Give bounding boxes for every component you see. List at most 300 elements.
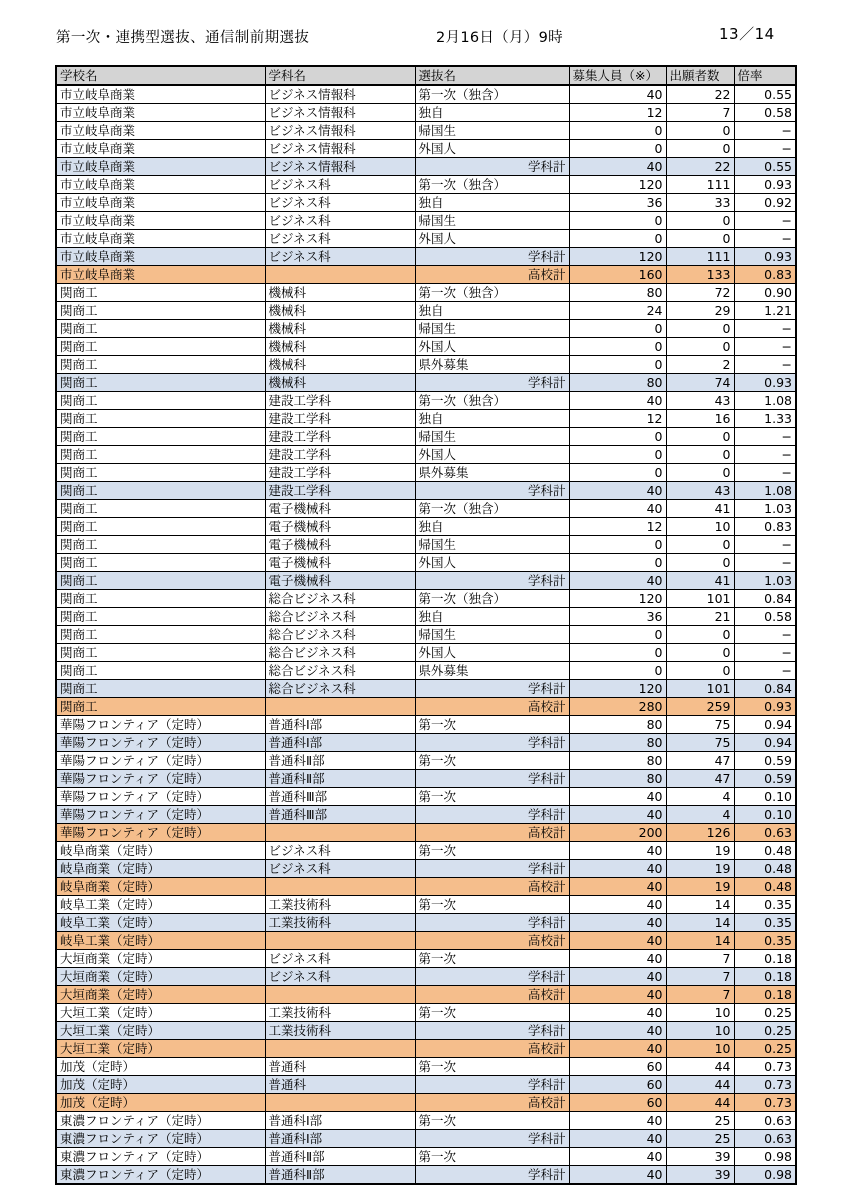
table-row bbox=[56, 644, 796, 662]
cell-applicants: 0 bbox=[666, 644, 734, 662]
table-row bbox=[56, 464, 796, 482]
table-row bbox=[56, 914, 796, 932]
cell-applicants: 47 bbox=[666, 752, 734, 770]
table-row bbox=[56, 140, 796, 158]
cell-applicants: 4 bbox=[666, 806, 734, 824]
cell-selection: 第一次 bbox=[415, 1112, 569, 1130]
cell-applicants: 19 bbox=[666, 878, 734, 896]
cell-applicants: 10 bbox=[666, 1040, 734, 1058]
cell-quota: 36 bbox=[569, 194, 666, 212]
cell-selection: 帰国生 bbox=[415, 320, 569, 338]
table-row bbox=[56, 356, 796, 374]
table-row bbox=[56, 1058, 796, 1076]
cell-school: 関商工 bbox=[56, 392, 265, 410]
cell-department: 建設工学科 bbox=[265, 482, 415, 500]
cell-ratio: − bbox=[734, 626, 796, 644]
cell-department: 総合ビジネス科 bbox=[265, 590, 415, 608]
cell-school: 関商工 bbox=[56, 374, 265, 392]
cell-department: ビジネス科 bbox=[265, 230, 415, 248]
page-number: 13／14 bbox=[719, 25, 775, 43]
cell-selection: 帰国生 bbox=[415, 428, 569, 446]
table-row bbox=[56, 878, 796, 896]
cell-ratio: 0.25 bbox=[734, 1004, 796, 1022]
table-row bbox=[56, 788, 796, 806]
cell-school: 東濃フロンティア（定時） bbox=[56, 1130, 265, 1148]
table-row bbox=[56, 752, 796, 770]
cell-quota: 80 bbox=[569, 770, 666, 788]
cell-applicants: 0 bbox=[666, 428, 734, 446]
cell-department bbox=[265, 1040, 415, 1058]
cell-department: 建設工学科 bbox=[265, 392, 415, 410]
cell-selection: 帰国生 bbox=[415, 626, 569, 644]
cell-applicants: 133 bbox=[666, 266, 734, 284]
cell-school: 関商工 bbox=[56, 500, 265, 518]
cell-selection: 学科計 bbox=[415, 1076, 569, 1094]
cell-quota: 0 bbox=[569, 644, 666, 662]
table-row bbox=[56, 158, 796, 176]
cell-applicants: 19 bbox=[666, 842, 734, 860]
cell-quota: 40 bbox=[569, 842, 666, 860]
cell-ratio: − bbox=[734, 212, 796, 230]
table-row bbox=[56, 806, 796, 824]
cell-selection: 学科計 bbox=[415, 572, 569, 590]
cell-school: 華陽フロンティア（定時） bbox=[56, 788, 265, 806]
cell-selection: 外国人 bbox=[415, 644, 569, 662]
cell-applicants: 39 bbox=[666, 1148, 734, 1166]
cell-department: ビジネス情報科 bbox=[265, 85, 415, 104]
table-row bbox=[56, 194, 796, 212]
cell-quota: 40 bbox=[569, 572, 666, 590]
cell-applicants: 2 bbox=[666, 356, 734, 374]
cell-quota: 40 bbox=[569, 914, 666, 932]
cell-department: 普通科Ⅲ部 bbox=[265, 806, 415, 824]
cell-quota: 24 bbox=[569, 302, 666, 320]
cell-applicants: 0 bbox=[666, 446, 734, 464]
cell-ratio: 0.94 bbox=[734, 734, 796, 752]
cell-selection: 学科計 bbox=[415, 482, 569, 500]
cell-quota: 60 bbox=[569, 1076, 666, 1094]
cell-selection: 学科計 bbox=[415, 1130, 569, 1148]
cell-applicants: 33 bbox=[666, 194, 734, 212]
cell-ratio: 0.18 bbox=[734, 986, 796, 1004]
cell-applicants: 14 bbox=[666, 896, 734, 914]
cell-selection: 県外募集 bbox=[415, 662, 569, 680]
cell-department bbox=[265, 932, 415, 950]
cell-selection: 高校計 bbox=[415, 824, 569, 842]
applications-table-container bbox=[55, 65, 795, 1185]
cell-applicants: 43 bbox=[666, 392, 734, 410]
cell-applicants: 7 bbox=[666, 986, 734, 1004]
table-row bbox=[56, 824, 796, 842]
cell-selection: 学科計 bbox=[415, 770, 569, 788]
cell-department: 普通科Ⅱ部 bbox=[265, 770, 415, 788]
table-row bbox=[56, 248, 796, 266]
cell-department: 総合ビジネス科 bbox=[265, 662, 415, 680]
cell-department: 普通科 bbox=[265, 1058, 415, 1076]
cell-selection: 学科計 bbox=[415, 1166, 569, 1185]
cell-school: 岐阜商業（定時） bbox=[56, 842, 265, 860]
cell-selection: 外国人 bbox=[415, 554, 569, 572]
cell-selection: 外国人 bbox=[415, 338, 569, 356]
cell-quota: 40 bbox=[569, 1040, 666, 1058]
cell-department: 機械科 bbox=[265, 302, 415, 320]
cell-ratio: − bbox=[734, 446, 796, 464]
cell-school: 関商工 bbox=[56, 536, 265, 554]
cell-applicants: 22 bbox=[666, 158, 734, 176]
cell-quota: 0 bbox=[569, 554, 666, 572]
table-row bbox=[56, 608, 796, 626]
cell-quota: 0 bbox=[569, 212, 666, 230]
table-row bbox=[56, 122, 796, 140]
cell-quota: 40 bbox=[569, 1004, 666, 1022]
cell-ratio: − bbox=[734, 338, 796, 356]
cell-school: 華陽フロンティア（定時） bbox=[56, 752, 265, 770]
cell-quota: 200 bbox=[569, 824, 666, 842]
cell-school: 関商工 bbox=[56, 698, 265, 716]
cell-ratio: 0.58 bbox=[734, 608, 796, 626]
cell-ratio: − bbox=[734, 140, 796, 158]
cell-applicants: 111 bbox=[666, 176, 734, 194]
cell-selection: 高校計 bbox=[415, 932, 569, 950]
table-row bbox=[56, 698, 796, 716]
cell-department: 機械科 bbox=[265, 284, 415, 302]
cell-ratio: 1.03 bbox=[734, 500, 796, 518]
table-row bbox=[56, 950, 796, 968]
cell-selection: 学科計 bbox=[415, 914, 569, 932]
cell-school: 大垣工業（定時） bbox=[56, 1022, 265, 1040]
table-row bbox=[56, 230, 796, 248]
cell-department bbox=[265, 986, 415, 1004]
cell-school: 関商工 bbox=[56, 572, 265, 590]
cell-school: 加茂（定時） bbox=[56, 1094, 265, 1112]
table-row bbox=[56, 626, 796, 644]
cell-ratio: 0.63 bbox=[734, 1112, 796, 1130]
cell-department: 電子機械科 bbox=[265, 536, 415, 554]
cell-school: 大垣商業（定時） bbox=[56, 986, 265, 1004]
cell-department: 電子機械科 bbox=[265, 572, 415, 590]
cell-applicants: 101 bbox=[666, 680, 734, 698]
cell-quota: 0 bbox=[569, 446, 666, 464]
cell-applicants: 0 bbox=[666, 320, 734, 338]
table-row bbox=[56, 500, 796, 518]
cell-school: 華陽フロンティア（定時） bbox=[56, 716, 265, 734]
cell-ratio: 1.21 bbox=[734, 302, 796, 320]
cell-ratio: 0.58 bbox=[734, 104, 796, 122]
cell-department bbox=[265, 878, 415, 896]
cell-quota: 40 bbox=[569, 878, 666, 896]
cell-quota: 40 bbox=[569, 500, 666, 518]
cell-department: ビジネス科 bbox=[265, 968, 415, 986]
cell-school: 市立岐阜商業 bbox=[56, 194, 265, 212]
cell-selection: 学科計 bbox=[415, 806, 569, 824]
cell-ratio: 0.92 bbox=[734, 194, 796, 212]
cell-ratio: 0.59 bbox=[734, 770, 796, 788]
column-header-ratio: 倍率 bbox=[734, 66, 796, 85]
table-row bbox=[56, 860, 796, 878]
cell-school: 市立岐阜商業 bbox=[56, 230, 265, 248]
cell-school: 加茂（定時） bbox=[56, 1058, 265, 1076]
cell-selection: 第一次 bbox=[415, 1148, 569, 1166]
cell-selection: 学科計 bbox=[415, 158, 569, 176]
table-row bbox=[56, 680, 796, 698]
table-row bbox=[56, 374, 796, 392]
cell-ratio: 0.90 bbox=[734, 284, 796, 302]
cell-quota: 160 bbox=[569, 266, 666, 284]
cell-selection: 県外募集 bbox=[415, 464, 569, 482]
cell-quota: 36 bbox=[569, 608, 666, 626]
table-row bbox=[56, 986, 796, 1004]
cell-school: 関商工 bbox=[56, 428, 265, 446]
cell-department: 総合ビジネス科 bbox=[265, 680, 415, 698]
column-header-quota: 募集人員（※） bbox=[569, 66, 666, 85]
cell-department: 普通科Ⅰ部 bbox=[265, 716, 415, 734]
cell-selection: 学科計 bbox=[415, 374, 569, 392]
cell-department: 建設工学科 bbox=[265, 446, 415, 464]
cell-school: 関商工 bbox=[56, 302, 265, 320]
cell-ratio: 0.35 bbox=[734, 896, 796, 914]
table-row bbox=[56, 428, 796, 446]
cell-ratio: 0.98 bbox=[734, 1148, 796, 1166]
cell-applicants: 39 bbox=[666, 1166, 734, 1185]
cell-selection: 県外募集 bbox=[415, 356, 569, 374]
cell-ratio: 1.08 bbox=[734, 392, 796, 410]
cell-applicants: 0 bbox=[666, 122, 734, 140]
cell-department: ビジネス科 bbox=[265, 950, 415, 968]
cell-department: 機械科 bbox=[265, 338, 415, 356]
cell-applicants: 44 bbox=[666, 1076, 734, 1094]
cell-quota: 80 bbox=[569, 716, 666, 734]
cell-department bbox=[265, 824, 415, 842]
cell-department: ビジネス情報科 bbox=[265, 104, 415, 122]
cell-school: 東濃フロンティア（定時） bbox=[56, 1166, 265, 1185]
cell-applicants: 16 bbox=[666, 410, 734, 428]
cell-department: 普通科Ⅰ部 bbox=[265, 1130, 415, 1148]
cell-school: 関商工 bbox=[56, 554, 265, 572]
cell-selection: 第一次（独含） bbox=[415, 284, 569, 302]
cell-school: 市立岐阜商業 bbox=[56, 122, 265, 140]
cell-selection: 学科計 bbox=[415, 1022, 569, 1040]
table-row bbox=[56, 1148, 796, 1166]
cell-department: 工業技術科 bbox=[265, 914, 415, 932]
table-body bbox=[56, 85, 796, 1184]
cell-selection: 第一次（独含） bbox=[415, 500, 569, 518]
cell-selection: 独自 bbox=[415, 410, 569, 428]
cell-selection: 学科計 bbox=[415, 680, 569, 698]
cell-ratio: 1.08 bbox=[734, 482, 796, 500]
cell-ratio: 0.18 bbox=[734, 968, 796, 986]
cell-applicants: 41 bbox=[666, 572, 734, 590]
table-header-row bbox=[56, 66, 796, 85]
cell-selection: 学科計 bbox=[415, 734, 569, 752]
cell-applicants: 14 bbox=[666, 932, 734, 950]
cell-department bbox=[265, 1094, 415, 1112]
cell-quota: 40 bbox=[569, 1130, 666, 1148]
cell-department: 普通科Ⅱ部 bbox=[265, 1148, 415, 1166]
cell-quota: 40 bbox=[569, 1112, 666, 1130]
cell-ratio: 0.83 bbox=[734, 518, 796, 536]
cell-department: 電子機械科 bbox=[265, 518, 415, 536]
table-row bbox=[56, 85, 796, 104]
page-title: 第一次・連携型選抜、通信制前期選抜 bbox=[56, 30, 310, 46]
cell-ratio: 0.25 bbox=[734, 1040, 796, 1058]
cell-school: 関商工 bbox=[56, 464, 265, 482]
cell-applicants: 44 bbox=[666, 1058, 734, 1076]
cell-school: 関商工 bbox=[56, 320, 265, 338]
cell-quota: 0 bbox=[569, 626, 666, 644]
cell-school: 市立岐阜商業 bbox=[56, 158, 265, 176]
cell-ratio: − bbox=[734, 230, 796, 248]
cell-ratio: 0.94 bbox=[734, 716, 796, 734]
cell-ratio: 0.93 bbox=[734, 374, 796, 392]
table-row bbox=[56, 1130, 796, 1148]
cell-school: 市立岐阜商業 bbox=[56, 266, 265, 284]
cell-quota: 40 bbox=[569, 392, 666, 410]
cell-ratio: 0.63 bbox=[734, 824, 796, 842]
cell-applicants: 0 bbox=[666, 626, 734, 644]
table-row bbox=[56, 338, 796, 356]
cell-department: 総合ビジネス科 bbox=[265, 626, 415, 644]
cell-department: ビジネス情報科 bbox=[265, 140, 415, 158]
cell-department bbox=[265, 266, 415, 284]
cell-ratio: − bbox=[734, 554, 796, 572]
cell-department: ビジネス科 bbox=[265, 860, 415, 878]
table-row bbox=[56, 536, 796, 554]
table-row bbox=[56, 284, 796, 302]
cell-department: 工業技術科 bbox=[265, 1022, 415, 1040]
cell-selection: 第一次（独含） bbox=[415, 590, 569, 608]
cell-selection: 第一次 bbox=[415, 1058, 569, 1076]
table-row bbox=[56, 842, 796, 860]
cell-ratio: 0.48 bbox=[734, 878, 796, 896]
cell-school: 関商工 bbox=[56, 644, 265, 662]
cell-school: 関商工 bbox=[56, 338, 265, 356]
cell-school: 市立岐阜商業 bbox=[56, 85, 265, 104]
table-row bbox=[56, 590, 796, 608]
cell-applicants: 44 bbox=[666, 1094, 734, 1112]
cell-department: ビジネス科 bbox=[265, 176, 415, 194]
cell-quota: 40 bbox=[569, 482, 666, 500]
table-row bbox=[56, 734, 796, 752]
cell-quota: 120 bbox=[569, 590, 666, 608]
cell-applicants: 25 bbox=[666, 1112, 734, 1130]
cell-department: 電子機械科 bbox=[265, 500, 415, 518]
cell-department: 機械科 bbox=[265, 356, 415, 374]
cell-applicants: 21 bbox=[666, 608, 734, 626]
cell-school: 関商工 bbox=[56, 482, 265, 500]
cell-applicants: 0 bbox=[666, 140, 734, 158]
table-row bbox=[56, 482, 796, 500]
cell-selection: 高校計 bbox=[415, 878, 569, 896]
column-header-school: 学校名 bbox=[56, 66, 265, 85]
cell-ratio: − bbox=[734, 662, 796, 680]
cell-selection: 独自 bbox=[415, 104, 569, 122]
cell-school: 華陽フロンティア（定時） bbox=[56, 770, 265, 788]
cell-ratio: 0.35 bbox=[734, 914, 796, 932]
cell-applicants: 47 bbox=[666, 770, 734, 788]
cell-ratio: − bbox=[734, 320, 796, 338]
cell-applicants: 0 bbox=[666, 554, 734, 572]
cell-department: ビジネス科 bbox=[265, 194, 415, 212]
cell-quota: 12 bbox=[569, 104, 666, 122]
cell-quota: 0 bbox=[569, 536, 666, 554]
cell-quota: 60 bbox=[569, 1058, 666, 1076]
table-row bbox=[56, 320, 796, 338]
cell-applicants: 74 bbox=[666, 374, 734, 392]
column-header-selection: 選抜名 bbox=[415, 66, 569, 85]
cell-department: 総合ビジネス科 bbox=[265, 644, 415, 662]
table-row bbox=[56, 1166, 796, 1185]
cell-applicants: 75 bbox=[666, 716, 734, 734]
table-row bbox=[56, 266, 796, 284]
cell-selection: 帰国生 bbox=[415, 212, 569, 230]
cell-ratio: 0.84 bbox=[734, 590, 796, 608]
cell-school: 大垣商業（定時） bbox=[56, 968, 265, 986]
cell-department: 普通科Ⅰ部 bbox=[265, 1112, 415, 1130]
cell-department: 普通科 bbox=[265, 1076, 415, 1094]
cell-ratio: 0.18 bbox=[734, 950, 796, 968]
cell-school: 東濃フロンティア（定時） bbox=[56, 1148, 265, 1166]
cell-applicants: 25 bbox=[666, 1130, 734, 1148]
cell-quota: 80 bbox=[569, 284, 666, 302]
table-row bbox=[56, 932, 796, 950]
table-row bbox=[56, 716, 796, 734]
cell-ratio: 0.48 bbox=[734, 860, 796, 878]
cell-school: 岐阜商業（定時） bbox=[56, 860, 265, 878]
cell-quota: 0 bbox=[569, 356, 666, 374]
cell-applicants: 10 bbox=[666, 518, 734, 536]
cell-department: 普通科Ⅱ部 bbox=[265, 1166, 415, 1185]
cell-school: 大垣工業（定時） bbox=[56, 1040, 265, 1058]
cell-quota: 40 bbox=[569, 788, 666, 806]
cell-ratio: 0.73 bbox=[734, 1076, 796, 1094]
cell-department: 建設工学科 bbox=[265, 410, 415, 428]
cell-applicants: 7 bbox=[666, 104, 734, 122]
cell-quota: 40 bbox=[569, 860, 666, 878]
cell-school: 岐阜工業（定時） bbox=[56, 914, 265, 932]
cell-applicants: 75 bbox=[666, 734, 734, 752]
cell-selection: 外国人 bbox=[415, 446, 569, 464]
cell-quota: 80 bbox=[569, 374, 666, 392]
cell-quota: 0 bbox=[569, 338, 666, 356]
cell-selection: 第一次 bbox=[415, 788, 569, 806]
cell-applicants: 14 bbox=[666, 914, 734, 932]
cell-applicants: 7 bbox=[666, 968, 734, 986]
cell-quota: 60 bbox=[569, 1094, 666, 1112]
cell-selection: 第一次 bbox=[415, 752, 569, 770]
cell-school: 加茂（定時） bbox=[56, 1076, 265, 1094]
cell-school: 岐阜工業（定時） bbox=[56, 896, 265, 914]
cell-quota: 40 bbox=[569, 158, 666, 176]
cell-ratio: 0.84 bbox=[734, 680, 796, 698]
cell-selection: 第一次（独含） bbox=[415, 85, 569, 104]
cell-school: 華陽フロンティア（定時） bbox=[56, 734, 265, 752]
cell-quota: 40 bbox=[569, 986, 666, 1004]
cell-department: 建設工学科 bbox=[265, 464, 415, 482]
table-row bbox=[56, 410, 796, 428]
cell-department: 工業技術科 bbox=[265, 1004, 415, 1022]
column-header-applicants: 出願者数 bbox=[666, 66, 734, 85]
cell-school: 華陽フロンティア（定時） bbox=[56, 806, 265, 824]
cell-school: 市立岐阜商業 bbox=[56, 104, 265, 122]
table-row bbox=[56, 1022, 796, 1040]
cell-quota: 40 bbox=[569, 950, 666, 968]
table-row bbox=[56, 1040, 796, 1058]
cell-school: 関商工 bbox=[56, 608, 265, 626]
cell-department: 普通科Ⅱ部 bbox=[265, 752, 415, 770]
cell-applicants: 0 bbox=[666, 536, 734, 554]
cell-quota: 120 bbox=[569, 680, 666, 698]
cell-selection: 帰国生 bbox=[415, 122, 569, 140]
